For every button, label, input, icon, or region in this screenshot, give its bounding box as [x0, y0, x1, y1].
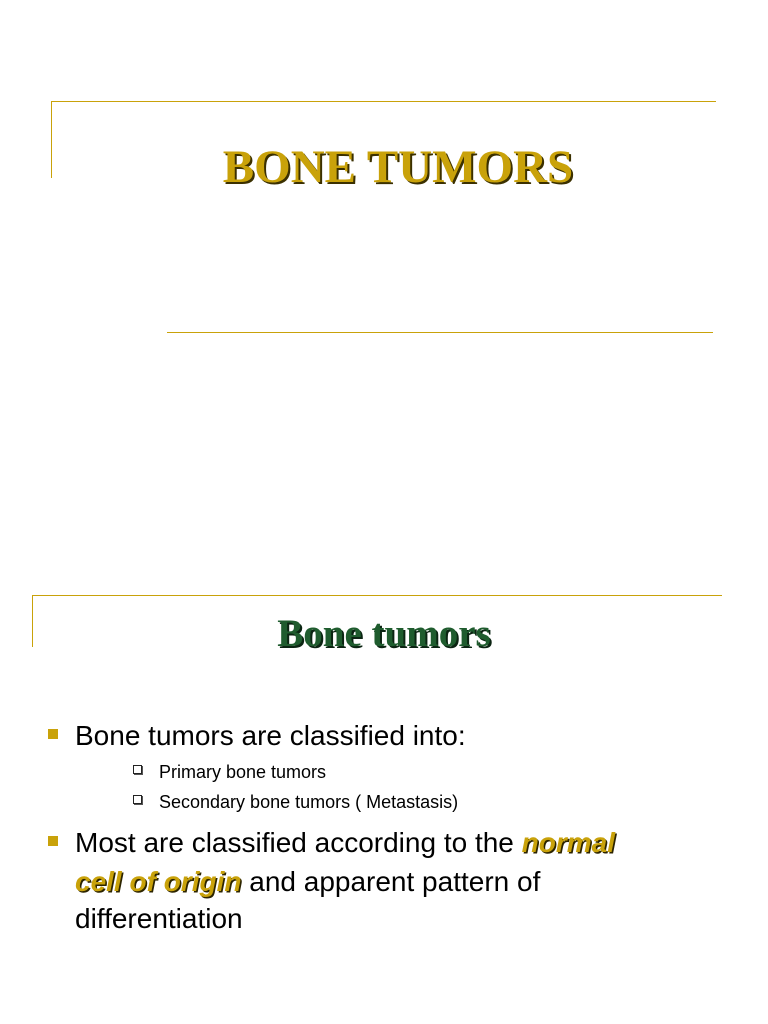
bullet-2-emphasis-normal: normal: [521, 827, 616, 858]
sub-bullet-1-text: Primary bone tumors: [159, 762, 327, 782]
bullet-2-suffix: and apparent pattern of: [241, 866, 541, 897]
bullet-2-prefix: Most are classified according to the: [75, 827, 522, 858]
slide-1-subtitle-rule: [167, 332, 713, 333]
slide-1-top-rule: [51, 101, 716, 102]
bullet-2-emphasis-cell-of-origin: cell of origin: [75, 866, 242, 897]
slide-1-title: BONE TUMORS: [222, 141, 574, 193]
slide-2-top-rule: [32, 595, 722, 596]
sub-bullet-2-text: Secondary bone tumors ( Metastasis): [159, 792, 459, 812]
bullet-2-line-3: differentiation: [75, 903, 243, 934]
bullet-1-text: Bone tumors are classified into:: [75, 720, 466, 751]
slide-2-title: Bone tumors: [277, 612, 491, 655]
